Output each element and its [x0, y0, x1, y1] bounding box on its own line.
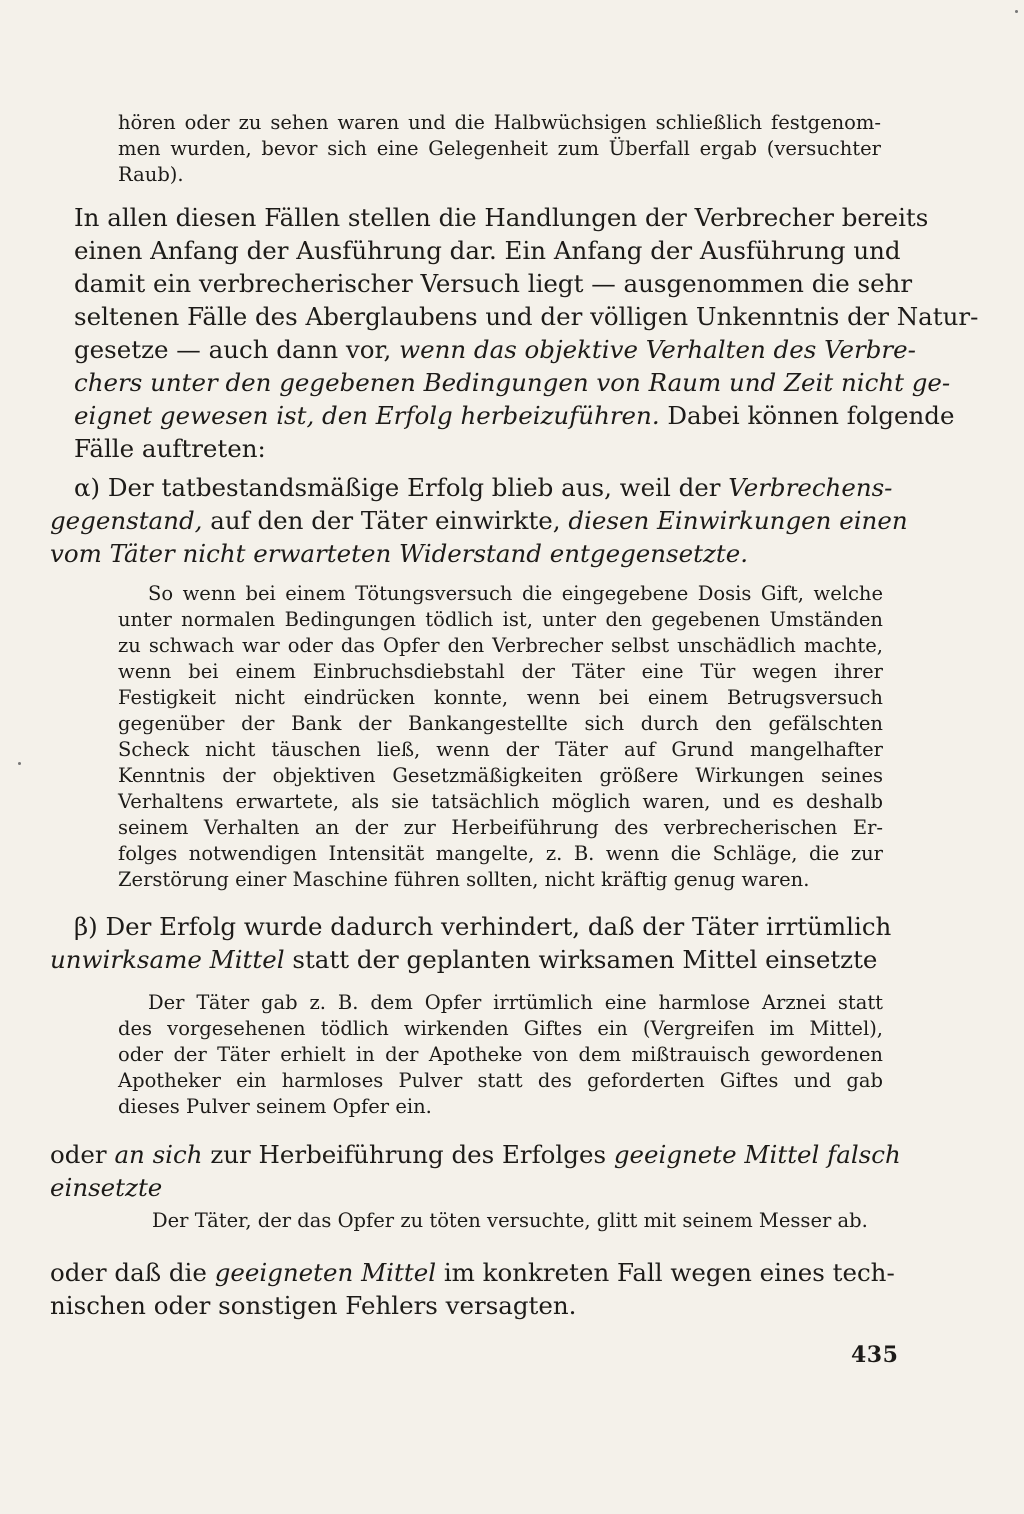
text-segment: auf den der Täter einwirkte, — [202, 506, 569, 535]
case-alpha — [50, 471, 908, 570]
beta-example — [118, 990, 883, 1120]
emphasis: wenn das objektive Verhalten des Verbre- — [399, 335, 916, 364]
text-line: gegenüber der Bank der Bankangestellte sich durch den gefälschten — [118, 712, 883, 735]
text-line: damit ein verbrecherischer Versuch liegt — ausgenommen die sehr — [74, 269, 913, 298]
text-line: So wenn bei einem Tötungsversuch die eingegebene Dosis Gift, welche — [148, 582, 883, 605]
text-line: Der Täter, der das Opfer zu töten versuchte, glitt mit seinem Messer ab. — [152, 1209, 868, 1232]
text-line: Kenntnis der objektiven Gesetzmäßigkeiten größere Wirkungen seines — [118, 764, 883, 787]
text-segment: α) Der tatbestandsmäßige Erfolg blieb aus, weil der — [74, 473, 729, 502]
emphasis: geeignete Mittel falsch — [613, 1140, 901, 1169]
text-line — [74, 333, 916, 366]
text-line: In allen diesen Fällen stellen die Handlungen der Verbrecher bereits — [74, 203, 929, 232]
alternative-misuse — [50, 1138, 901, 1204]
main-paragraph — [74, 201, 979, 465]
intro-continuation — [118, 110, 881, 188]
emphasis: gegenstand, — [50, 506, 203, 535]
text-line: seltenen Fälle des Aberglaubens und der völligen Unkenntnis der Natur- — [74, 302, 979, 331]
text-line: hören oder zu sehen waren und die Halbwüchsigen schließlich festgenom- — [118, 111, 881, 134]
emphasis: eignet gewesen ist, den Erfolg herbeizuführen. — [74, 401, 660, 430]
text-line: Fälle auftreten: — [74, 434, 266, 463]
text-line — [50, 1138, 901, 1171]
text-line: wenn bei einem Einbruchsdiebstahl der Täter eine Tür wegen ihrer — [118, 660, 883, 683]
emphasis: Verbrechens- — [728, 473, 893, 502]
text-segment: statt der geplanten wirksamen Mittel einsetzte — [284, 945, 878, 974]
text-line — [50, 504, 908, 537]
text-line: Scheck nicht täuschen ließ, wenn der Täter auf Grund mangelhafter — [118, 738, 883, 761]
text-line: Apotheker ein harmloses Pulver statt des geforderten Giftes und gab — [118, 1069, 883, 1092]
text-line: β) Der Erfolg wurde dadurch verhindert, daß der Täter irrtümlich — [74, 912, 892, 941]
emphasis: an sich — [114, 1140, 203, 1169]
text-segment: oder — [50, 1140, 115, 1169]
text-segment: im konkreten Fall wegen eines tech- — [436, 1258, 895, 1287]
emphasis: vom Täter nicht erwarteten Widerstand entgegensetzte. — [50, 539, 748, 568]
text-segment: oder daß die — [50, 1258, 215, 1287]
text-segment: Dabei können folgende — [659, 401, 955, 430]
emphasis: unwirksame Mittel — [50, 945, 285, 974]
text-line — [50, 1256, 895, 1289]
emphasis: diesen Einwirkungen einen — [568, 506, 908, 535]
text-segment: zur Herbeiführung des Erfolges — [202, 1140, 614, 1169]
text-line — [74, 399, 955, 432]
scan-speck — [1015, 10, 1018, 13]
text-line: nischen oder sonstigen Fehlers versagten. — [50, 1291, 577, 1320]
knife-example — [152, 1208, 892, 1234]
text-line: des vorgesehenen tödlich wirkenden Giftes ein (Vergreifen im Mittel), — [118, 1017, 883, 1040]
text-line: Zerstörung einer Maschine führen sollten, nicht kräftig genug waren. — [118, 868, 810, 891]
text-line — [50, 1171, 890, 1204]
case-beta — [50, 910, 892, 976]
text-line: Festigkeit nicht eindrücken konnte, wenn bei einem Betrugsversuch — [118, 686, 883, 709]
text-line: unter normalen Bedingungen tödlich ist, unter den gegebenen Umständen — [118, 608, 883, 631]
alternative-failure — [50, 1256, 895, 1322]
text-line — [50, 471, 893, 504]
alpha-example — [118, 581, 883, 893]
text-line: men wurden, bevor sich eine Gelegenheit zum Überfall ergab (versuchter — [118, 137, 881, 160]
text-line: dieses Pulver seinem Opfer ein. — [118, 1095, 432, 1118]
text-line: oder der Täter erhielt in der Apotheke von dem mißtrauisch gewordenen — [118, 1043, 883, 1066]
text-line — [74, 366, 951, 399]
text-line — [50, 943, 886, 976]
emphasis: chers unter den gegebenen Bedingungen von Raum und Zeit nicht ge- — [74, 368, 951, 397]
emphasis: geeigneten Mittel — [214, 1258, 437, 1287]
text-segment: gesetze — auch dann vor, — [74, 335, 400, 364]
text-line — [50, 537, 886, 570]
text-line: zu schwach war oder das Opfer den Verbrecher selbst unschädlich machte, — [118, 634, 883, 657]
scan-speck — [18, 762, 21, 765]
text-line: seinem Verhalten an der zur Herbeiführung des verbrecherischen Er- — [118, 816, 883, 839]
text-line: Der Täter gab z. B. dem Opfer irrtümlich eine harmlose Arznei statt — [148, 991, 883, 1014]
text-line: einen Anfang der Ausführung dar. Ein Anfang der Ausführung und — [74, 236, 901, 265]
text-line: Raub). — [118, 163, 184, 186]
emphasis: einsetzte — [50, 1173, 163, 1202]
text-line: Verhaltens erwartete, als sie tatsächlich möglich waren, und es deshalb — [118, 790, 883, 813]
text-line: folges notwendigen Intensität mangelte, z. B. wenn die Schläge, die zur — [118, 842, 883, 865]
page-number: 435 — [851, 1342, 899, 1368]
